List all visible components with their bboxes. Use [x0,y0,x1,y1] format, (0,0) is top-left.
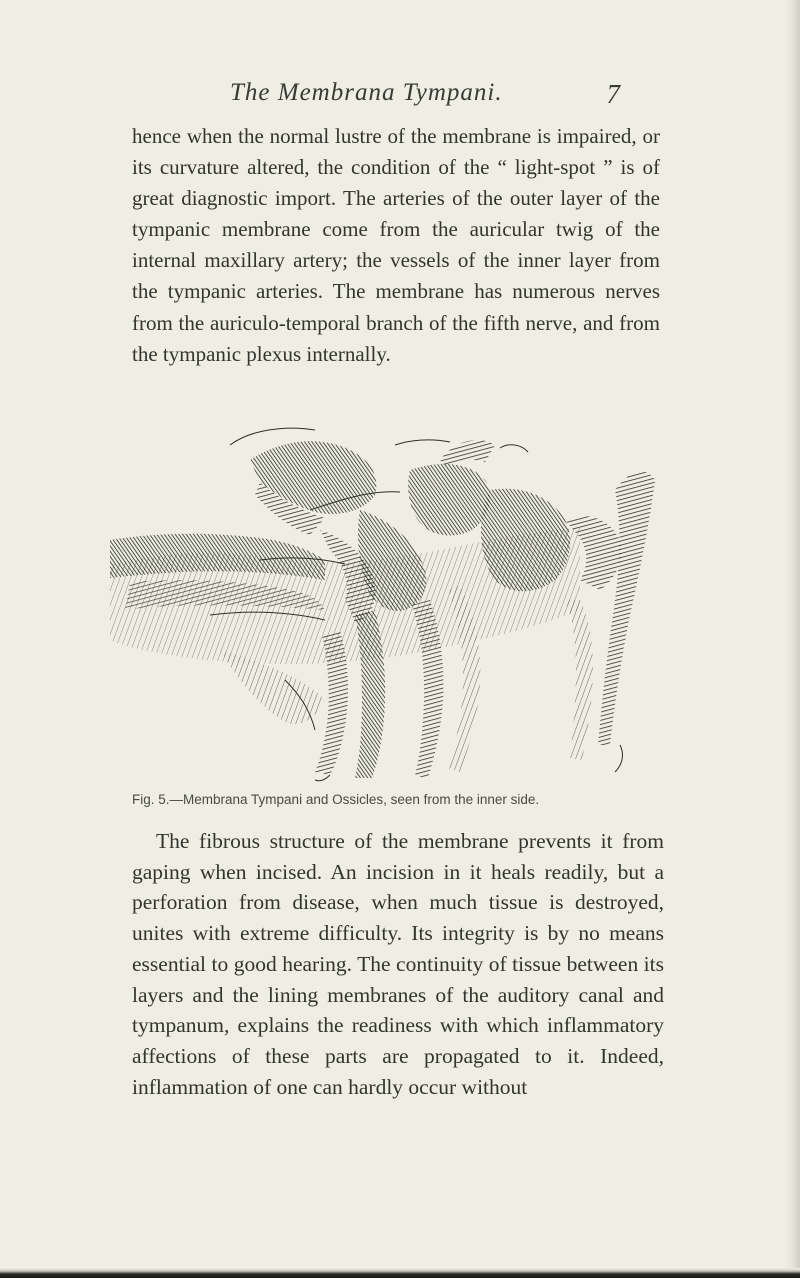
figure-caption: Fig. 5.—Membrana Tympani and Ossicles, seen from the inner side. [132,792,540,807]
body-text-bottom [132,826,664,1102]
paragraph: The fibrous structure of the membrane prevents it from gaping when incised. An incision in it heals readily, but a perforation from disease, when much tissue is destroyed, unites with extreme difficulty. Its integrity is by no means essential to good hearing. The continuity of tissue between its layers and the lining membranes of the auditory canal and tympanum, explains the readiness with which inflammatory affections of these parts are propagated to it. Indeed, inflammation of one can hardly occur without [132,829,664,1099]
page-edge-bottom [0,1268,800,1278]
page-edge-right [786,0,800,1278]
paragraph: hence when the normal lustre of the membrane is impaired, or its curvature altered, the condition of the “ light-spot ” is of great diagnostic import. The arteries of the outer layer of the tympanic membrane come from the auricular twig of the internal maxillary artery; the vessels of the inner layer from the tympanic arteries. The membrane has numerous nerves from the auriculo-temporal branch of the fifth nerve, and from the tympanic plexus internally. [132,124,660,366]
running-title: The Membrana Tympani. [230,79,503,106]
anatomical-illustration [110,400,670,790]
body-text-top [132,121,660,370]
page-number: 7 [606,79,620,109]
running-head [120,79,680,115]
